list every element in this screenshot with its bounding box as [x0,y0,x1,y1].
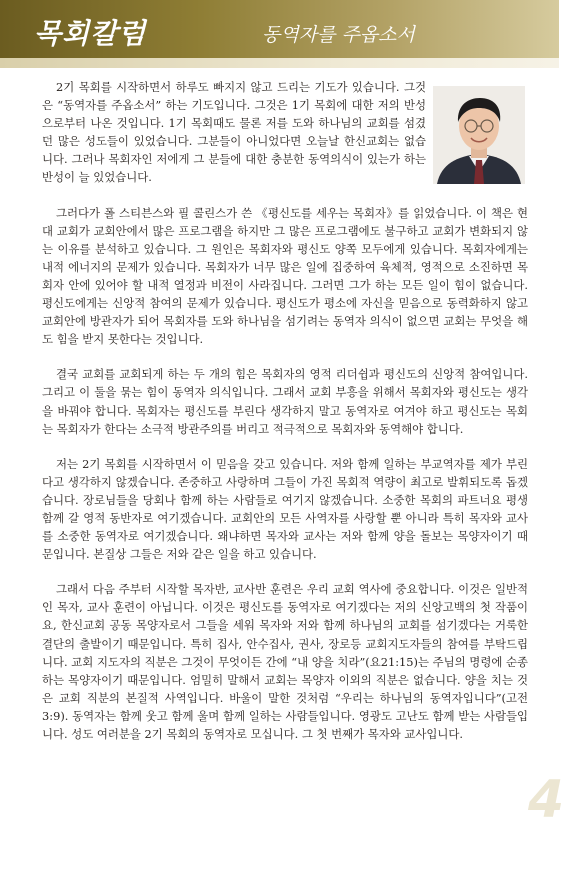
column-title: 목회칼럼 [34,17,147,50]
article-paragraph-1: 2기 목회를 시작하면서 하루도 빠지지 않고 드리는 기도가 있습니다. 그것은 “동역자를 주옵소서” 하는 기도입니다. 그것은 1기 목회에 대한 저의 반성으로부터 나온 것입니다. 1기 목회때도 물론 저를 도와 하나님의 교회를 섬겼던 많은 성도들이 있었습니다. 그분들이 아니었다면 오늘날 한신교회는 없습니다. 그러나 목회자인 저에게 그 분들에 대한 충분한 동역의식이 있는가 하는 반성이 늘 있었습니다. [42,80,426,185]
article-paragraph-3: 결국 교회를 교회되게 하는 두 개의 힘은 목회자의 영적 리더쉽과 평신도의 신앙적 참여입니다. 그리고 이 둘을 묶는 힘이 동역자 의식입니다. 그래서 교회 부흥을 위해서 목회자와 평신도는 생각을 바꿔야 합니다. 목회자는 평신도를 부린다 생각하지 말고 동역자로 여겨야 하고 평신도는 목회는 목회자가 한다는 소극적 방관주의를 버리고 적극적으로 목회자와 동역해야 합니다. [42,367,528,436]
page-number-watermark: 4 [528,770,564,830]
article-paragraph-4: 저는 2기 목회를 시작하면서 이 믿음을 갖고 있습니다. 저와 함께 일하는 부교역자를 제가 부린다고 생각하지 않겠습니다. 존중하고 사랑하며 그들이 가진 목회적 역량이 최고로 발휘되도록 돕겠습니다. 장로님들을 당회나 함께 하는 사람들로 여기지 않겠습니다. 소중한 목회의 파트너요 평생 함께 갈 영적 동반자로 여기겠습니다. 교회안의 모든 사역자를 사랑할 뿐 아니라 특히 목자와 교사를 소중한 동역자로 여기겠습니다. 왜냐하면 목자와 교사는 저와 함께 양을 돌보는 목양자이기 때문입니다. 본질상 그들은 저와 같은 일을 하고 있습니다. [42,456,528,562]
column-article [42,78,528,760]
article-paragraph-5: 그래서 다음 주부터 시작할 목자반, 교사반 훈련은 우리 교회 역사에 중요합니다. 이것은 일반적인 목자, 교사 훈련이 아닙니다. 이것은 평신도를 동역자로 여기겠다는 저의 신앙고백의 첫 작품이요, 한신교회 공동 목양자로서 그들을 세워 목자와 저와 함께 하나님의 교회를 섬기겠다는 거룩한 결단의 출발이기 때문입니다. 특히 집사, 안수집사, 권사, 장로등 교회지도자들의 참여를 부탁드립니다. 교회 지도자의 직분은 그것이 무엇이든 간에 “내 양을 치라”(요21:15)는 주님의 명령에 순종하는 목양자이기 때문입니다. 엄밀히 말해서 교회는 목양자 이외의 직분은 없습니다. 양을 치는 것은 교회 직분의 본질적 사역입니다. 바울이 말한 것처럼 “우리는 하나님의 동역자입니다”(고전3:9). 동역자는 함께 웃고 함께 울며 함께 일하는 사람들입니다. 영광도 고난도 함께 받는 사람들입니다. 성도 여러분을 2기 목회의 동역자로 모십니다. 그 첫 번째가 목자와 교사입니다. [42,582,528,741]
article-paragraph-2: 그러다가 폴 스티븐스와 필 콜린스가 쓴 《평신도를 세우는 목회자》를 읽었습니다. 이 책은 현대 교회가 교회안에서 많은 프로그램을 하지만 그 많은 프로그램에도 불구하고 교회가 변화되지 않는 이유를 분석하고 있습니다. 그 원인은 목회자와 평신도 양쪽 모두에게 있습니다. 목회자에게는 내적 에너지의 문제가 있습니다. 목회자가 너무 많은 일에 집중하여 육체적, 영적으로 소진하면 목회자 안에 있어야 할 내적 열정과 비전이 사라집니다. 그러면 그가 하는 모든 일이 힘이 없습니다. 평신도에게는 신앙적 참여의 문제가 있습니다. 평신도가 평소에 자신을 믿음으로 동력화하지 않고 교회안에 방관자가 되어 목회자를 도와 하나님을 섬기려는 동역자 의식이 없으면 교회는 무엇을 해도 힘을 받지 못한다는 것입니다. [42,205,528,347]
column-subtitle: 동역자를 주옵소서 [262,24,415,46]
header-underline-bar [0,58,559,68]
column-header [0,0,559,58]
